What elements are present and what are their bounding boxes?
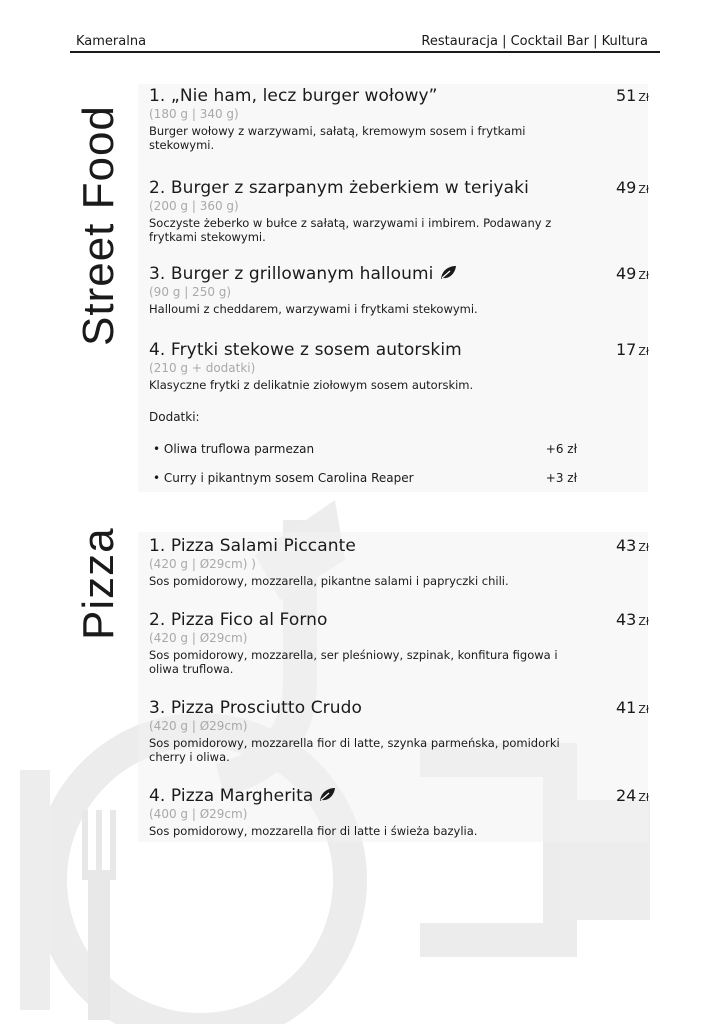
menu-item bbox=[149, 178, 649, 244]
addon-name: • Curry i pikantnym sosem Carolina Reaper bbox=[153, 471, 414, 485]
item-description: Sos pomidorowy, mozzarella fior di latte i świeża bazylia. bbox=[149, 824, 478, 838]
item-description: Burger wołowy z warzywami, sałatą, kremowym sosem i frytkami stekowymi. bbox=[149, 124, 526, 152]
item-title: 1. „Nie ham, lecz burger wołowy” bbox=[149, 86, 438, 106]
item-price: 51 Zł bbox=[615, 86, 649, 105]
item-weight: (200 g | 360 g) bbox=[149, 199, 239, 213]
item-title: 3. Pizza Prosciutto Crudo bbox=[149, 698, 363, 718]
menu-item bbox=[149, 786, 649, 838]
menu-item bbox=[149, 610, 649, 676]
item-price: 49 Zł bbox=[615, 178, 649, 197]
item-title: 2. Pizza Fico al Forno bbox=[149, 610, 328, 630]
item-weight: (210 g + dodatki) bbox=[149, 361, 256, 375]
item-price: 41 Zł bbox=[615, 698, 649, 717]
item-title: 3. Burger z grillowanym halloumi bbox=[149, 264, 649, 284]
addon-row bbox=[153, 471, 577, 485]
page-header bbox=[70, 34, 660, 54]
addon-name: • Oliwa truflowa parmezan bbox=[153, 442, 315, 456]
item-description: Klasyczne frytki z delikatnie ziołowym sosem autorskim. bbox=[149, 378, 474, 392]
addon-row bbox=[153, 442, 577, 456]
addons-label: Dodatki: bbox=[149, 410, 200, 424]
item-title: 1. Pizza Salami Piccante bbox=[149, 536, 356, 556]
item-description: Sos pomidorowy, mozzarella, pikantne salami i papryczki chili. bbox=[149, 574, 509, 588]
item-description: Halloumi z cheddarem, warzywami i frytkami stekowymi. bbox=[149, 302, 478, 316]
header-divider bbox=[70, 51, 660, 53]
section-title-street-food: Street Food bbox=[74, 105, 123, 346]
item-weight: (420 g | Ø29cm) bbox=[149, 719, 248, 733]
addons-block bbox=[149, 410, 579, 485]
item-weight: (420 g | Ø29cm) bbox=[149, 631, 248, 645]
item-weight: (420 g | Ø29cm) ) bbox=[149, 557, 256, 571]
item-weight: (90 g | 250 g) bbox=[149, 285, 232, 299]
leaf-icon bbox=[319, 787, 336, 802]
item-weight: (180 g | 340 g) bbox=[149, 107, 239, 121]
menu-item bbox=[149, 264, 649, 316]
venue-tagline: Restauracja | Cocktail Bar | Kultura bbox=[421, 34, 648, 49]
addon-price: +3 zł bbox=[545, 471, 577, 485]
venue-name: Kameralna bbox=[76, 34, 147, 49]
addon-price: +6 zł bbox=[545, 442, 577, 456]
menu-item bbox=[149, 536, 649, 588]
item-description: Soczyste żeberko w bułce z sałatą, warzywami i imbirem. Podawany z frytkami stekowymi. bbox=[149, 216, 552, 244]
item-price: 17 Zł bbox=[615, 340, 649, 359]
item-price: 43 Zł bbox=[615, 610, 649, 629]
menu-item bbox=[149, 340, 649, 392]
item-weight: (400 g | Ø29cm) bbox=[149, 807, 248, 821]
menu-item bbox=[149, 698, 649, 764]
item-price: 24 Zł bbox=[615, 786, 649, 805]
item-description: Sos pomidorowy, mozzarella, ser pleśniowy, szpinak, konfitura figowa i oliwa truflowa. bbox=[149, 648, 558, 676]
item-description: Sos pomidorowy, mozzarella fior di latte, szynka parmeńska, pomidorki cherry i oliwa. bbox=[149, 736, 560, 764]
leaf-icon bbox=[440, 265, 457, 280]
item-title: 2. Burger z szarpanym żeberkiem w teriyaki bbox=[149, 178, 529, 198]
item-title: 4. Pizza Margherita bbox=[149, 786, 649, 806]
item-price: 49 Zł bbox=[615, 264, 649, 283]
menu-item bbox=[149, 86, 649, 152]
item-price: 43 Zł bbox=[615, 536, 649, 555]
section-title-pizza: Pizza bbox=[74, 527, 123, 640]
item-title: 4. Frytki stekowe z sosem autorskim bbox=[149, 340, 462, 360]
